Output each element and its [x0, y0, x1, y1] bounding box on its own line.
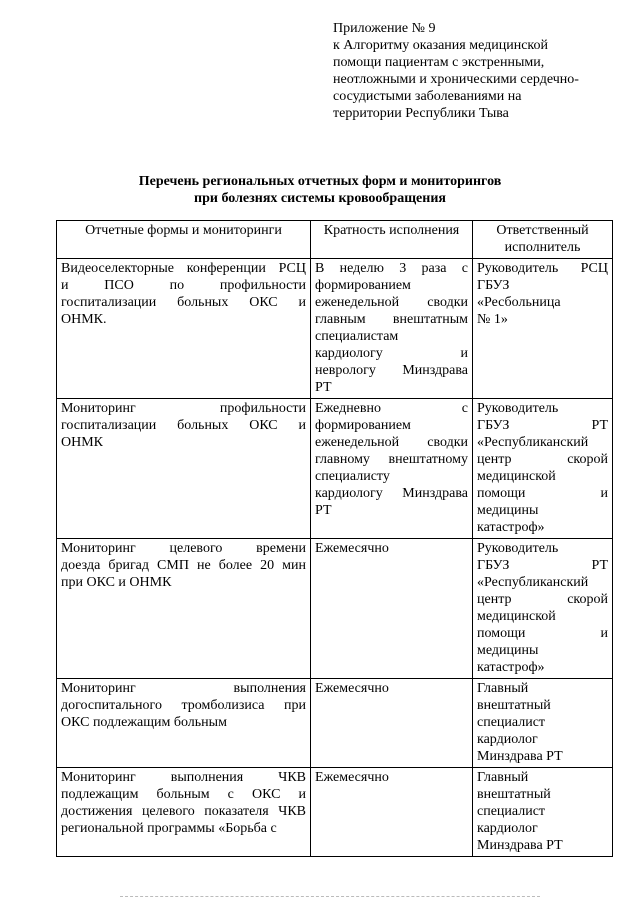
cell-line: Мониторинг выполнения	[61, 681, 306, 696]
appendix-line: Приложение № 9	[333, 21, 436, 36]
cell-line: достижения целевого показателя ЧКВ	[61, 804, 306, 819]
cell-line: Минздрава РТ	[477, 838, 563, 853]
appendix-header	[333, 20, 613, 122]
cell-responsible	[473, 679, 613, 768]
cell-line: В неделю 3 раза с	[315, 261, 468, 276]
cell-line: Ежемесячно	[315, 770, 389, 785]
cell-line: еженедельной сводки	[315, 435, 468, 450]
title-line-1: Перечень региональных отчетных форм и мониторингов	[138, 174, 502, 189]
cell-line: РТ	[315, 380, 332, 395]
cell-line: центр скорой	[477, 452, 608, 467]
cell-line: госпитализации больных ОКС и	[61, 295, 306, 310]
cell-line: катастроф»	[477, 660, 545, 675]
cell-responsible	[473, 399, 613, 539]
cell-line: Руководитель	[477, 541, 559, 556]
cell-frequency	[311, 259, 473, 399]
cell-line: внештатный	[477, 698, 551, 713]
cell-line: «Республиканский	[477, 575, 589, 590]
table-row	[57, 679, 613, 768]
appendix-line: к Алгоритму оказания медицинской	[333, 38, 549, 53]
cell-line: при ОКС и ОНМК	[61, 575, 172, 590]
cell-line: кардиолог	[477, 732, 538, 747]
cell-line: формированием	[315, 278, 411, 293]
cell-line: внештатный	[477, 787, 551, 802]
appendix-line: помощи пациентам с экстренными,	[333, 55, 545, 70]
cell-line: подлежащим больным с ОКС и	[61, 787, 306, 802]
cell-form	[57, 679, 311, 768]
cell-line: Ежемесячно	[315, 681, 389, 696]
table-row	[57, 768, 613, 857]
cell-line: кардиологу и	[315, 346, 468, 361]
title-line-2: при болезнях системы кровообращения	[194, 191, 446, 206]
cell-line: ОНМК	[61, 435, 104, 450]
cell-line: ОКС подлежащим больным	[61, 715, 227, 730]
table-row	[57, 259, 613, 399]
monitoring-table	[56, 220, 613, 857]
cell-responsible	[473, 259, 613, 399]
cell-line: главному внештатному	[315, 452, 468, 467]
cell-line: помощи и	[477, 486, 608, 501]
cell-line: РТ	[315, 503, 332, 518]
cell-frequency	[311, 679, 473, 768]
cell-form	[57, 768, 311, 857]
cell-line: Минздрава РТ	[477, 749, 563, 764]
cell-line: специалист	[477, 715, 546, 730]
cell-line: Ежемесячно	[315, 541, 389, 556]
cell-line: медицины	[477, 503, 539, 518]
cell-line: кардиолог	[477, 821, 538, 836]
cell-line: № 1»	[477, 312, 508, 327]
appendix-line: территории Республики Тыва	[333, 106, 509, 121]
cell-line: и ПСО по профильности	[61, 278, 306, 293]
cell-line: ГБУЗ РТ	[477, 418, 608, 433]
cell-form	[57, 259, 311, 399]
cell-line: помощи и	[477, 626, 608, 641]
cell-line: главным внештатным	[315, 312, 468, 327]
cell-frequency	[311, 399, 473, 539]
cell-line: медицины	[477, 643, 539, 658]
cell-line: медицинской	[477, 609, 556, 624]
cell-line: Руководитель РСЦ	[477, 261, 608, 276]
cell-frequency	[311, 768, 473, 857]
cell-line: кардиологу Минздрава	[315, 486, 468, 501]
page-footer-rule	[120, 896, 540, 897]
cell-line: еженедельной сводки	[315, 295, 468, 310]
cell-line: Главный	[477, 770, 529, 785]
cell-line: катастроф»	[477, 520, 545, 535]
header-frequency: Кратность исполнения	[311, 221, 473, 259]
cell-frequency	[311, 539, 473, 679]
cell-line: Мониторинг целевого времени	[61, 541, 306, 556]
cell-line: неврологу Минздрава	[315, 363, 468, 378]
table-row	[57, 399, 613, 539]
cell-line: Мониторинг профильности	[61, 401, 306, 416]
cell-line: региональной программы «Борьба с	[61, 821, 277, 836]
header-responsible	[473, 221, 613, 259]
cell-line: медицинской	[477, 469, 556, 484]
cell-line: Видеоселекторные конференции РСЦ	[61, 261, 306, 276]
cell-form	[57, 539, 311, 679]
appendix-line: неотложными и хроническими сердечно-	[333, 72, 579, 87]
cell-form	[57, 399, 311, 539]
cell-line: специалист	[477, 804, 546, 819]
cell-line: формированием	[315, 418, 411, 433]
cell-line: ГБУЗ РТ	[477, 558, 608, 573]
table-header-row	[57, 221, 613, 259]
cell-line: ОНМК.	[61, 312, 107, 327]
header-responsible-line1: Ответственный	[496, 223, 589, 238]
cell-line: «Республиканский	[477, 435, 589, 450]
cell-line: Руководитель	[477, 401, 559, 416]
header-responsible-line2: исполнитель	[504, 240, 581, 255]
cell-responsible	[473, 539, 613, 679]
cell-line: центр скорой	[477, 592, 608, 607]
cell-line: специалистам	[315, 329, 399, 344]
document-title	[0, 173, 640, 207]
cell-line: Главный	[477, 681, 529, 696]
cell-line: специалисту	[315, 469, 390, 484]
cell-responsible	[473, 768, 613, 857]
cell-line: доезда бригад СМП не более 20 мин	[61, 558, 306, 573]
cell-line: Ежедневно с	[315, 401, 468, 416]
appendix-line: сосудистыми заболеваниями на	[333, 89, 522, 104]
cell-line: ГБУЗ	[477, 278, 510, 293]
header-forms: Отчетные формы и мониторинги	[57, 221, 311, 259]
cell-line: «Ресбольница	[477, 295, 561, 310]
cell-line: Мониторинг выполнения ЧКВ	[61, 770, 306, 785]
table-row	[57, 539, 613, 679]
cell-line: догоспитального тромболизиса при	[61, 698, 306, 713]
cell-line: госпитализации больных ОКС и	[61, 418, 306, 433]
